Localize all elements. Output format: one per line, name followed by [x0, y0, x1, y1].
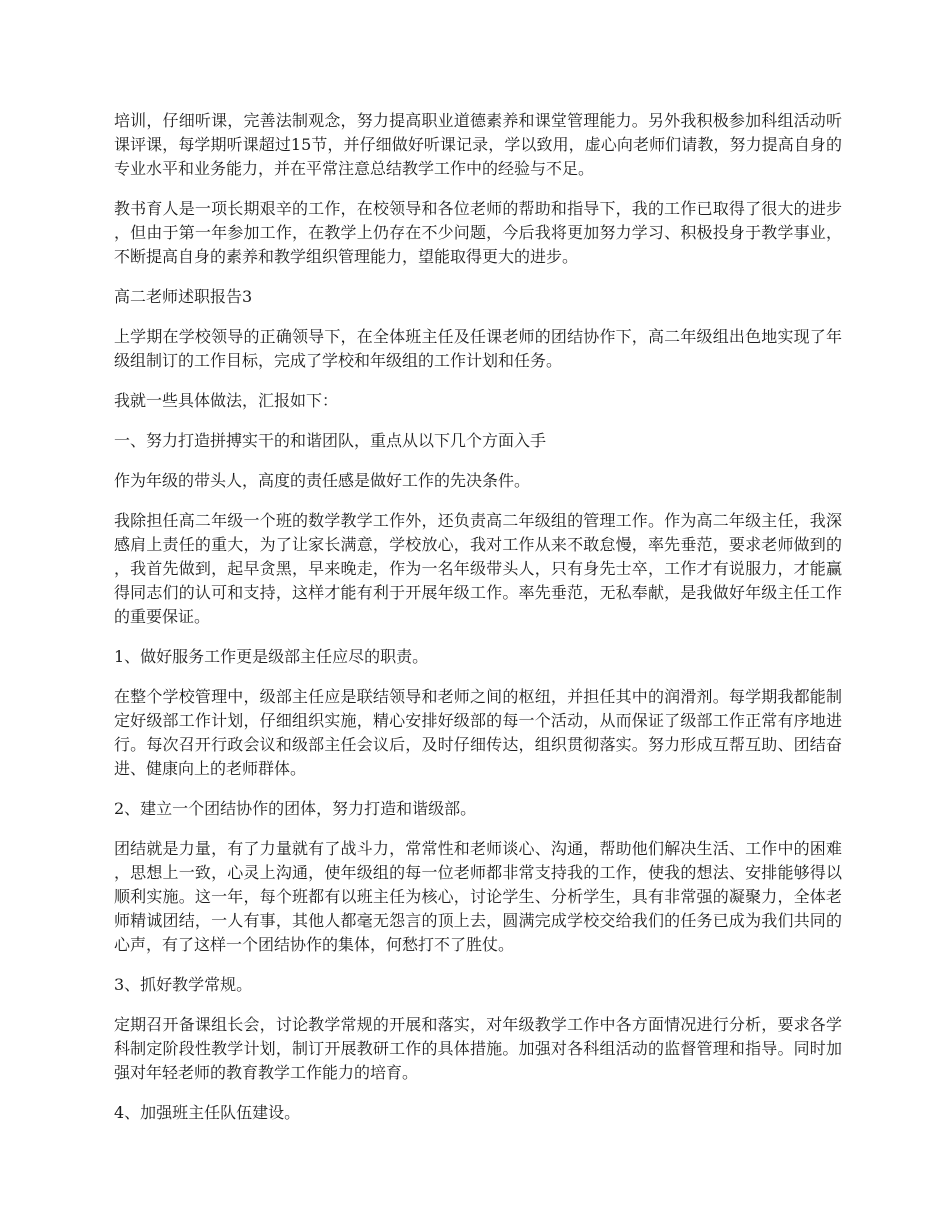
paragraph: 团结就是力量，有了力量就有了战斗力，常常性和老师谈心、沟通，帮助他们解决生活、工作中的困难，思想上一致，心灵上沟通，使年级组的每一位老师都非常支持我的工作，使我的想法、安排能够得以顺利实施。这一年，每个班都有以班主任为核心，讨论学生、分析学生，具有非常强的凝聚力，全体老师精诚团结，一人有事，其他人都毫无怨言的顶上去，圆满完成学校交给我们的任务已成为我们共同的心声，有了这样一个团结协作的集体，何愁打不了胜仗。 [114, 839, 842, 954]
section-heading: 高二老师述职报告3 [114, 287, 253, 306]
paragraph: 教书育人是一项长期艰辛的工作，在校领导和各位老师的帮助和指导下，我的工作已取得了很大的进步，但由于第一年参加工作，在教学上仍存在不少问题，今后我将更加努力学习、积极投身于教学事业，不断提高自身的素养和教学组织管理能力，望能取得更大的进步。 [114, 199, 842, 266]
subheading: 1、做好服务工作更是级部主任应尽的职责。 [114, 647, 429, 666]
subheading: 4、加强班主任队伍建设。 [114, 1103, 301, 1122]
paragraph: 作为年级的带头人，高度的责任感是做好工作的先决条件。 [114, 471, 531, 490]
paragraph: 培训，仔细听课，完善法制观念，努力提高职业道德素养和课堂管理能力。另外我积极参加科组活动听课评课，每学期听课超过15节，并仔细做好听课记录，学以致用，虚心向老师们请教，努力提高自身的专业水平和业务能力，并在平常注意总结教学工作中的经验与不足。 [114, 111, 842, 178]
paragraph: 定期召开备课组长会，讨论教学常规的开展和落实，对年级教学工作中各方面情况进行分析，要求各学科制定阶段性教学计划，制订开展教研工作的具体措施。加强对各科组活动的监督管理和指导。同时加强对年轻老师的教育教学工作能力的培育。 [114, 1015, 842, 1082]
paragraph: 上学期在学校领导的正确领导下，在全体班主任及任课老师的团结协作下，高二年级组出色地实现了年级组制订的工作目标，完成了学校和年级组的工作计划和任务。 [114, 327, 842, 370]
subheading: 一、努力打造拼搏实干的和谐团队，重点从以下几个方面入手 [114, 431, 547, 450]
paragraph: 我就一些具体做法，汇报如下： [114, 391, 339, 410]
paragraph: 在整个学校管理中，级部主任应是联结领导和老师之间的枢纽，并担任其中的润滑剂。每学期我都能制定好级部工作计划，仔细组织实施，精心安排好级部的每一个活动，从而保证了级部工作正常有序地进行。每次召开行政会议和级部主任会议后，及时仔细传达，组织贯彻落实。努力形成互帮互助、团结奋进、健康向上的老师群体。 [114, 687, 842, 778]
document-body [114, 109, 842, 1141]
subheading: 2、建立一个团结协作的团体，努力打造和谐级部。 [114, 799, 477, 818]
subheading: 3、抓好教学常规。 [114, 975, 253, 994]
paragraph: 我除担任高二年级一个班的数学教学工作外，还负责高二年级组的管理工作。作为高二年级主任，我深感肩上责任的重大，为了让家长满意，学校放心，我对工作从来不敢怠慢，率先垂范，要求老师做到的，我首先做到，起早贪黑，早来晚走，作为一名年级带头人，只有身先士卒，工作才有说服力，才能赢得同志们的认可和支持，这样才能有利于开展年级工作。率先垂范，无私奉献，是我做好年级主任工作的重要保证。 [114, 511, 842, 626]
